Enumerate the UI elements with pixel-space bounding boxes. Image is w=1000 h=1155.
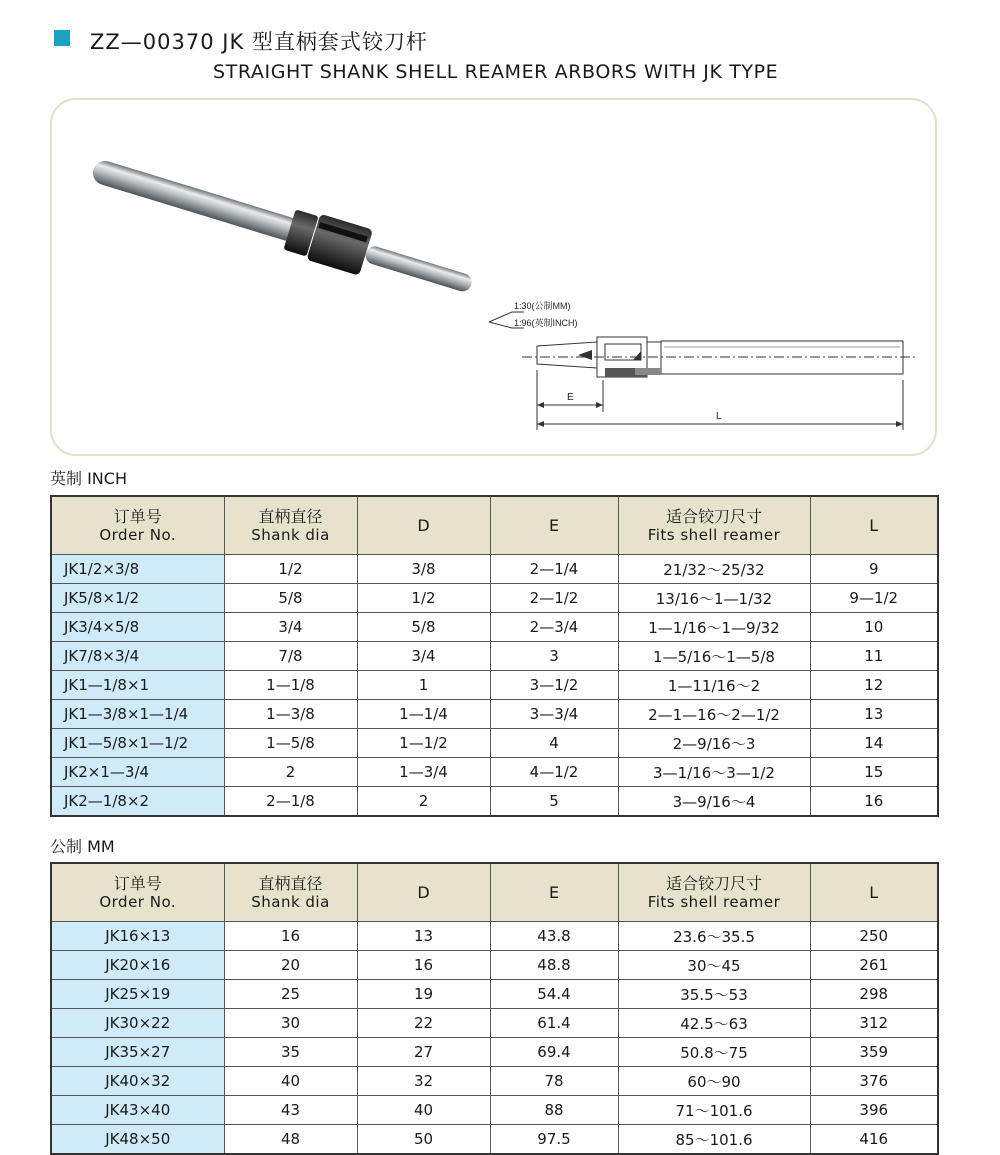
d-cell: 16	[357, 951, 490, 980]
shank-dia-cell: 5/8	[224, 584, 357, 613]
order-no-cell: JK1—3/8×1—1/4	[51, 700, 224, 729]
table-row	[51, 1009, 938, 1038]
shank-dia-cell: 7/8	[224, 642, 357, 671]
dimension-l-label: L	[716, 411, 722, 422]
table-row	[51, 584, 938, 613]
e-cell: 48.8	[490, 951, 618, 980]
d-cell: 32	[357, 1067, 490, 1096]
shank-dia-cell: 20	[224, 951, 357, 980]
order-no-cell: JK1—5/8×1—1/2	[51, 729, 224, 758]
shank-dia-cell: 3/4	[224, 613, 357, 642]
col-d: D	[357, 863, 490, 922]
table-row	[51, 922, 938, 951]
fits-shell-reamer-cell: 60～90	[618, 1067, 810, 1096]
order-no-cell: JK1—1/8×1	[51, 671, 224, 700]
taper-note-metric: 1:30(公制MM)	[514, 301, 571, 311]
d-cell: 1—3/4	[357, 758, 490, 787]
table-row	[51, 980, 938, 1009]
d-cell: 1	[357, 671, 490, 700]
fits-shell-reamer-cell: 23.6～35.5	[618, 922, 810, 951]
l-cell: 9	[810, 555, 938, 584]
table-row	[51, 613, 938, 642]
col-shank-dia: 直柄直径 Shank dia	[224, 496, 357, 555]
l-cell: 298	[810, 980, 938, 1009]
l-cell: 10	[810, 613, 938, 642]
l-cell: 376	[810, 1067, 938, 1096]
l-cell: 312	[810, 1009, 938, 1038]
l-cell: 12	[810, 671, 938, 700]
d-cell: 1/2	[357, 584, 490, 613]
col-fits-shell-reamer: 适合铰刀尺寸 Fits shell reamer	[618, 863, 810, 922]
e-cell: 5	[490, 787, 618, 817]
shank-dia-cell: 2	[224, 758, 357, 787]
e-cell: 43.8	[490, 922, 618, 951]
table-row	[51, 700, 938, 729]
shank-dia-cell: 1—5/8	[224, 729, 357, 758]
order-no-cell: JK2×1—3/4	[51, 758, 224, 787]
order-no-cell: JK7/8×3/4	[51, 642, 224, 671]
shank-dia-cell: 16	[224, 922, 357, 951]
table-header-row	[51, 863, 938, 922]
d-cell: 19	[357, 980, 490, 1009]
l-cell: 16	[810, 787, 938, 817]
fits-shell-reamer-cell: 50.8～75	[618, 1038, 810, 1067]
order-no-cell: JK1/2×3/8	[51, 555, 224, 584]
col-d: D	[357, 496, 490, 555]
table-row	[51, 555, 938, 584]
shank-dia-cell: 48	[224, 1125, 357, 1155]
shank-dia-cell: 35	[224, 1038, 357, 1067]
fits-shell-reamer-cell: 1—1/16～1—9/32	[618, 613, 810, 642]
dimension-e-label: E	[567, 392, 574, 403]
order-no-cell: JK3/4×5/8	[51, 613, 224, 642]
l-cell: 9—1/2	[810, 584, 938, 613]
table-row	[51, 671, 938, 700]
fits-shell-reamer-cell: 85～101.6	[618, 1125, 810, 1155]
e-cell: 2—1/2	[490, 584, 618, 613]
table-row	[51, 951, 938, 980]
mm-section-label: 公制 MM	[50, 837, 115, 856]
order-no-cell: JK2—1/8×2	[51, 787, 224, 817]
l-cell: 359	[810, 1038, 938, 1067]
col-e: E	[490, 496, 618, 555]
order-no-cell: JK35×27	[51, 1038, 224, 1067]
d-cell: 27	[357, 1038, 490, 1067]
shank-dia-cell: 2—1/8	[224, 787, 357, 817]
l-cell: 15	[810, 758, 938, 787]
l-cell: 11	[810, 642, 938, 671]
col-e: E	[490, 863, 618, 922]
page-subtitle: STRAIGHT SHANK SHELL REAMER ARBORS WITH JK TYPE	[213, 61, 779, 83]
shank-dia-cell: 25	[224, 980, 357, 1009]
fits-shell-reamer-cell: 21/32～25/32	[618, 555, 810, 584]
d-cell: 2	[357, 787, 490, 817]
e-cell: 4	[490, 729, 618, 758]
shank-dia-cell: 40	[224, 1067, 357, 1096]
shank-dia-cell: 1/2	[224, 555, 357, 584]
shank-dia-cell: 1—3/8	[224, 700, 357, 729]
order-no-cell: JK43×40	[51, 1096, 224, 1125]
e-cell: 97.5	[490, 1125, 618, 1155]
e-cell: 69.4	[490, 1038, 618, 1067]
l-cell: 14	[810, 729, 938, 758]
page-title: ZZ—00370 JK 型直柄套式铰刀杆	[90, 30, 428, 54]
fits-shell-reamer-cell: 71～101.6	[618, 1096, 810, 1125]
e-cell: 4—1/2	[490, 758, 618, 787]
d-cell: 40	[357, 1096, 490, 1125]
e-cell: 61.4	[490, 1009, 618, 1038]
fits-shell-reamer-cell: 30～45	[618, 951, 810, 980]
l-cell: 261	[810, 951, 938, 980]
shank-dia-cell: 1—1/8	[224, 671, 357, 700]
shank-dia-cell: 43	[224, 1096, 357, 1125]
order-no-cell: JK5/8×1/2	[51, 584, 224, 613]
order-no-cell: JK16×13	[51, 922, 224, 951]
table-row	[51, 1067, 938, 1096]
shank-dia-cell: 30	[224, 1009, 357, 1038]
e-cell: 2—3/4	[490, 613, 618, 642]
col-shank-dia: 直柄直径 Shank dia	[224, 863, 357, 922]
table-row	[51, 729, 938, 758]
e-cell: 54.4	[490, 980, 618, 1009]
fits-shell-reamer-cell: 13/16～1—1/32	[618, 584, 810, 613]
table-row	[51, 1125, 938, 1155]
section-marker	[54, 30, 70, 46]
order-no-cell: JK40×32	[51, 1067, 224, 1096]
l-cell: 416	[810, 1125, 938, 1155]
l-cell: 250	[810, 922, 938, 951]
col-l: L	[810, 496, 938, 555]
col-l: L	[810, 863, 938, 922]
inch-spec-table	[50, 495, 939, 817]
fits-shell-reamer-cell: 2—9/16～3	[618, 729, 810, 758]
e-cell: 3	[490, 642, 618, 671]
fits-shell-reamer-cell: 42.5～63	[618, 1009, 810, 1038]
fits-shell-reamer-cell: 1—11/16～2	[618, 671, 810, 700]
d-cell: 13	[357, 922, 490, 951]
d-cell: 22	[357, 1009, 490, 1038]
order-no-cell: JK25×19	[51, 980, 224, 1009]
fits-shell-reamer-cell: 3—9/16～4	[618, 787, 810, 817]
order-no-cell: JK20×16	[51, 951, 224, 980]
fits-shell-reamer-cell: 35.5～53	[618, 980, 810, 1009]
table-row	[51, 1038, 938, 1067]
table-row	[51, 642, 938, 671]
d-cell: 50	[357, 1125, 490, 1155]
table-row	[51, 758, 938, 787]
order-no-cell: JK48×50	[51, 1125, 224, 1155]
col-order-no: 订单号 Order No.	[51, 496, 224, 555]
d-cell: 5/8	[357, 613, 490, 642]
table-header-row	[51, 496, 938, 555]
inch-section-label: 英制 INCH	[50, 469, 127, 488]
taper-note-inch: 1:96(英制INCH)	[514, 318, 578, 328]
e-cell: 3—3/4	[490, 700, 618, 729]
col-order-no: 订单号 Order No.	[51, 863, 224, 922]
e-cell: 2—1/4	[490, 555, 618, 584]
l-cell: 396	[810, 1096, 938, 1125]
d-cell: 1—1/2	[357, 729, 490, 758]
order-no-cell: JK30×22	[51, 1009, 224, 1038]
table-row	[51, 787, 938, 817]
fits-shell-reamer-cell: 2—1—16～2—1/2	[618, 700, 810, 729]
d-cell: 1—1/4	[357, 700, 490, 729]
technical-drawing	[52, 100, 935, 454]
l-cell: 13	[810, 700, 938, 729]
table-row	[51, 1096, 938, 1125]
e-cell: 3—1/2	[490, 671, 618, 700]
fits-shell-reamer-cell: 1—5/16～1—5/8	[618, 642, 810, 671]
e-cell: 78	[490, 1067, 618, 1096]
col-fits-shell-reamer: 适合铰刀尺寸 Fits shell reamer	[618, 496, 810, 555]
illustration-panel	[50, 98, 937, 456]
e-cell: 88	[490, 1096, 618, 1125]
d-cell: 3/4	[357, 642, 490, 671]
fits-shell-reamer-cell: 3—1/16～3—1/2	[618, 758, 810, 787]
d-cell: 3/8	[357, 555, 490, 584]
mm-spec-table	[50, 862, 939, 1155]
